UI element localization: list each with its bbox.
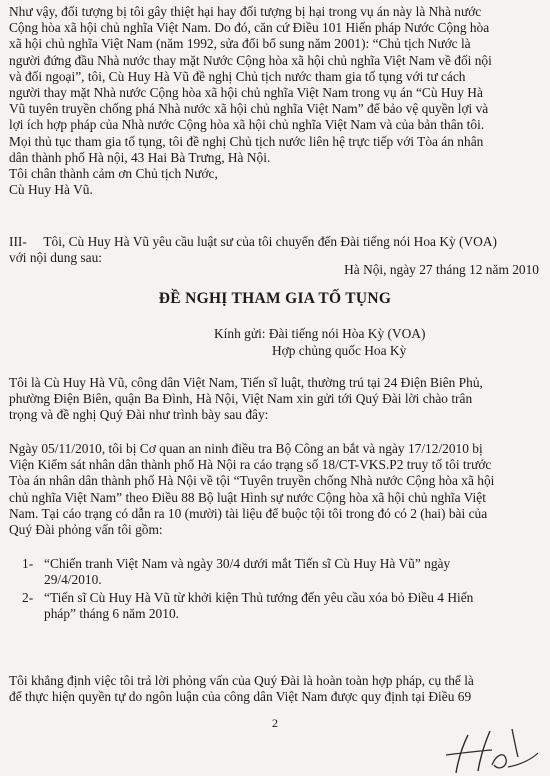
paragraph-indictment (9, 441, 539, 538)
text-line: xã hội chủ nghĩa Việt Nam (năm 1992, sửa đổi bổ sung năm 2001): “Chủ tịch Nước là (9, 36, 471, 52)
date-line: Hà Nội, ngày 27 tháng 12 năm 2010 (344, 262, 539, 277)
text-line: “Chiến tranh Việt Nam và ngày 30/4 dưới mắt Tiến sĩ Cù Huy Hà Vũ” ngày (44, 556, 451, 571)
text-line: người thay mặt Nhà nước Cộng hòa xã hội chủ nghĩa Việt Nam trong vụ án “Cù Huy Hà (9, 85, 483, 101)
text-line: Mọi thủ tục tham gia tố tụng, tôi đề nghị Chủ tịch nước liên hệ trực tiếp với Tòa án nhân (9, 133, 484, 149)
text-line: phường Điện Biên, quận Ba Đình, Hà Nội, Việt Nam xin gửi tới Quý Đài lời chào trân (9, 391, 473, 407)
text-line: Cộng hòa xã hội chủ nghĩa Việt Nam. Do đó, căn cứ Điều 101 Hiến pháp Nước Cộng hòa (9, 20, 490, 36)
recipient-line-2: Hợp chủng quốc Hoa Kỳ (272, 343, 407, 358)
text-line: “Tiến sĩ Cù Huy Hà Vũ từ khởi kiện Thủ tướng đến yêu cầu xóa bỏ Điều 4 Hiến (44, 590, 474, 605)
text-line: Tôi chân thành cảm ơn Chủ tịch Nước, (9, 166, 218, 182)
paragraph-intro (9, 4, 539, 198)
text-line: Tôi là Cù Huy Hà Vũ, công dân Việt Nam, Tiến sĩ luật, thường trú tại 24 Điện Biên Phủ, (9, 375, 483, 390)
text-line: Cù Huy Hà Vũ. (9, 182, 93, 198)
text-line: trọng và đề nghị Quý Đài như trình bày sau đây: (9, 407, 269, 423)
text-line: và đối ngoại”, tôi, Cù Huy Hà Vũ đề nghị Chủ tịch nước tham gia tố tụng với tư cách (9, 68, 466, 84)
text-line: 29/4/2010. (44, 572, 102, 588)
text-line: Như vậy, đối tượng bị tôi gây thiệt hại hay đối tượng bị hại trong vụ án này là Nhà nước (9, 4, 482, 19)
recipient-line-1: Kính gửi: Đài tiếng nói Hòa Kỳ (VOA) (214, 326, 426, 341)
text-line: Quý Đài phỏng vấn tôi gồm: (9, 522, 163, 538)
text-line: dân thành phố Hà nội, 43 Hai Bà Trưng, Hà Nội. (9, 149, 271, 165)
page-number: 2 (272, 716, 278, 730)
text-line: với nội dung sau: (9, 250, 103, 266)
text-line: Tôi khẳng định việc tôi trả lời phỏng vấn của Quý Đài là hoàn toàn hợp pháp, cụ thể là (9, 673, 474, 688)
list-number: 2- (22, 590, 34, 605)
text-line: III- Tôi, Cù Huy Hà Vũ yêu cầu luật sư của tôi chuyển đến Đài tiếng nói Hoa Kỳ (VOA) (9, 234, 497, 249)
text-line: Ngày 05/11/2010, tôi bị Cơ quan an ninh điều tra Bộ Công an bắt và ngày 17/12/2010 bị (9, 441, 483, 456)
text-line: người đứng đầu Nhà nước thay mặt Nước Cộng hòa xã hội chủ nghĩa Việt Nam về đối nội (9, 52, 492, 68)
list-number: 1- (22, 556, 34, 571)
text-line: Viện Kiểm sát nhân dân thành phố Hà Nội ra cáo trạng số 18/CT-VKS.P2 truy tố tôi trước (9, 457, 492, 473)
text-line: pháp” tháng 6 năm 2010. (44, 606, 179, 622)
text-line: Vũ tuyên truyền chống phá Nhà nước xã hội chủ nghĩa Việt Nam” để bảo vệ quyền lợi và (9, 101, 489, 117)
paragraph-assertion (9, 673, 539, 705)
text-line: để thực hiện quyền tự do ngôn luận của công dân Việt Nam được quy định tại Điều 69 (9, 689, 472, 705)
document-title: ĐỀ NGHỊ THAM GIA TỐ TỤNG (158, 290, 392, 307)
text-line: chủ nghĩa Việt Nam” theo Điều 88 Bộ luật Hình sự nước Cộng hòa xã hội chủ nghĩa Việt (9, 489, 486, 505)
text-line: Tòa án nhân dân thành phố Hà Nội về tội “Tuyên truyền chống Nhà nước Cộng hòa xã hội (9, 473, 495, 489)
text-line: lợi ích hợp pháp của Nhà nước Cộng hòa xã hội chủ nghĩa Việt Nam và của bản thân tôi. (9, 117, 485, 133)
text-line: Nam. Tại cáo trạng có dẫn ra 10 (mười) tài liệu để buộc tội tôi trong đó có 2 (hai) bài của (9, 505, 488, 521)
paragraph-introduction (9, 375, 539, 424)
handwritten-signature (434, 725, 544, 775)
